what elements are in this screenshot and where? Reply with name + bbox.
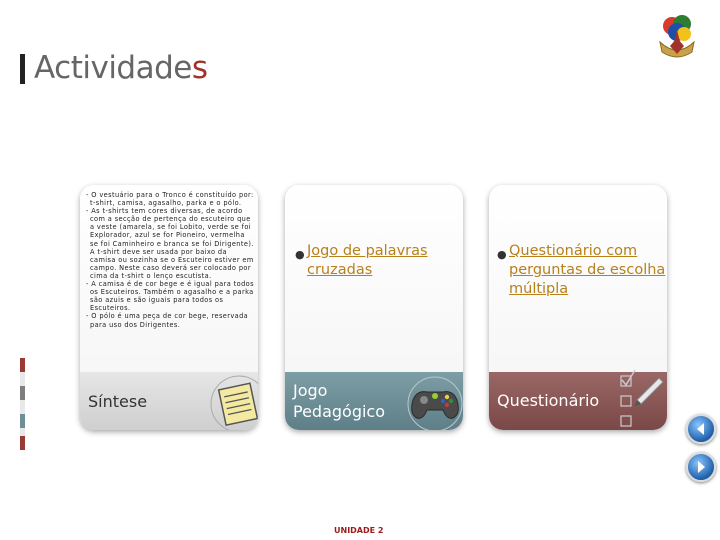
notepad-icon: [208, 374, 258, 430]
title-marker: [20, 54, 25, 84]
quiz-link[interactable]: [497, 242, 667, 299]
card-sintese-label: Síntese: [88, 392, 148, 411]
card-jogo-label: [293, 380, 385, 422]
crossword-link-text: Jogo de palavras cruzadas: [307, 243, 428, 278]
next-button[interactable]: [686, 452, 716, 482]
card-sintese-content: [80, 185, 258, 372]
back-button[interactable]: [686, 414, 716, 444]
card-jogo-content: [285, 185, 463, 372]
card-questionario-content: [489, 185, 667, 372]
page-title-accent: s: [191, 50, 208, 86]
bullet-icon: ●: [295, 248, 305, 261]
gamepad-icon: [403, 374, 463, 430]
page-title-main: Actividade: [34, 50, 192, 86]
play-arrow-icon: [694, 460, 708, 474]
left-decorative-strip: [20, 358, 25, 450]
note-item: - A camisa é de cor bege e é igual para todos os Escuteiros. Também o agasalho e a parka são azuis e são iguais para todos os Escuteiros.: [86, 280, 254, 313]
card-jogo-band[interactable]: [285, 372, 463, 430]
card-questionario[interactable]: [489, 185, 667, 430]
card-sintese-band[interactable]: [80, 372, 258, 430]
card-jogo-label-line2: Pedagógico: [293, 402, 386, 421]
checklist-pen-icon: [617, 368, 667, 430]
note-item: - O vestuário para o Tronco é constituído por: t-shirt, camisa, agasalho, parka e o pólo.: [86, 191, 254, 208]
card-jogo-pedagogico[interactable]: [285, 185, 463, 430]
card-jogo-label-line1: Jogo: [293, 381, 328, 400]
sintese-notes: [86, 191, 254, 329]
scout-emblem-logo: [648, 8, 706, 66]
page-title: [34, 50, 208, 86]
unit-label: UNIDADE 2: [334, 526, 384, 535]
note-item: - O pólo é uma peça de cor bege, reservada para uso dos Dirigentes.: [86, 312, 249, 329]
bullet-icon: ●: [497, 248, 507, 261]
crossword-link[interactable]: [295, 242, 463, 280]
note-item: - As t-shirts tem cores diversas, de acordo com a secção de pertença do escuteiro que a veste (amarela, se foi Lobito, verde se foi Explorador, azul se for Pioneiro, vermelha se foi Caminheiro e branca se foi Dirigente). A t-shirt deve ser usada por baixo da camisa ou sozinha se o Escuteiro estiver em campo. Neste caso deverá ser colocado por cima da t-shirt o lenço escutista.: [86, 207, 254, 280]
back-arrow-icon: [694, 422, 708, 436]
card-questionario-label: Questionário: [497, 391, 600, 410]
card-sintese[interactable]: [80, 185, 258, 430]
card-questionario-band[interactable]: [489, 372, 667, 430]
quiz-link-text: Questionário com perguntas de escolha múltipla: [509, 243, 666, 297]
